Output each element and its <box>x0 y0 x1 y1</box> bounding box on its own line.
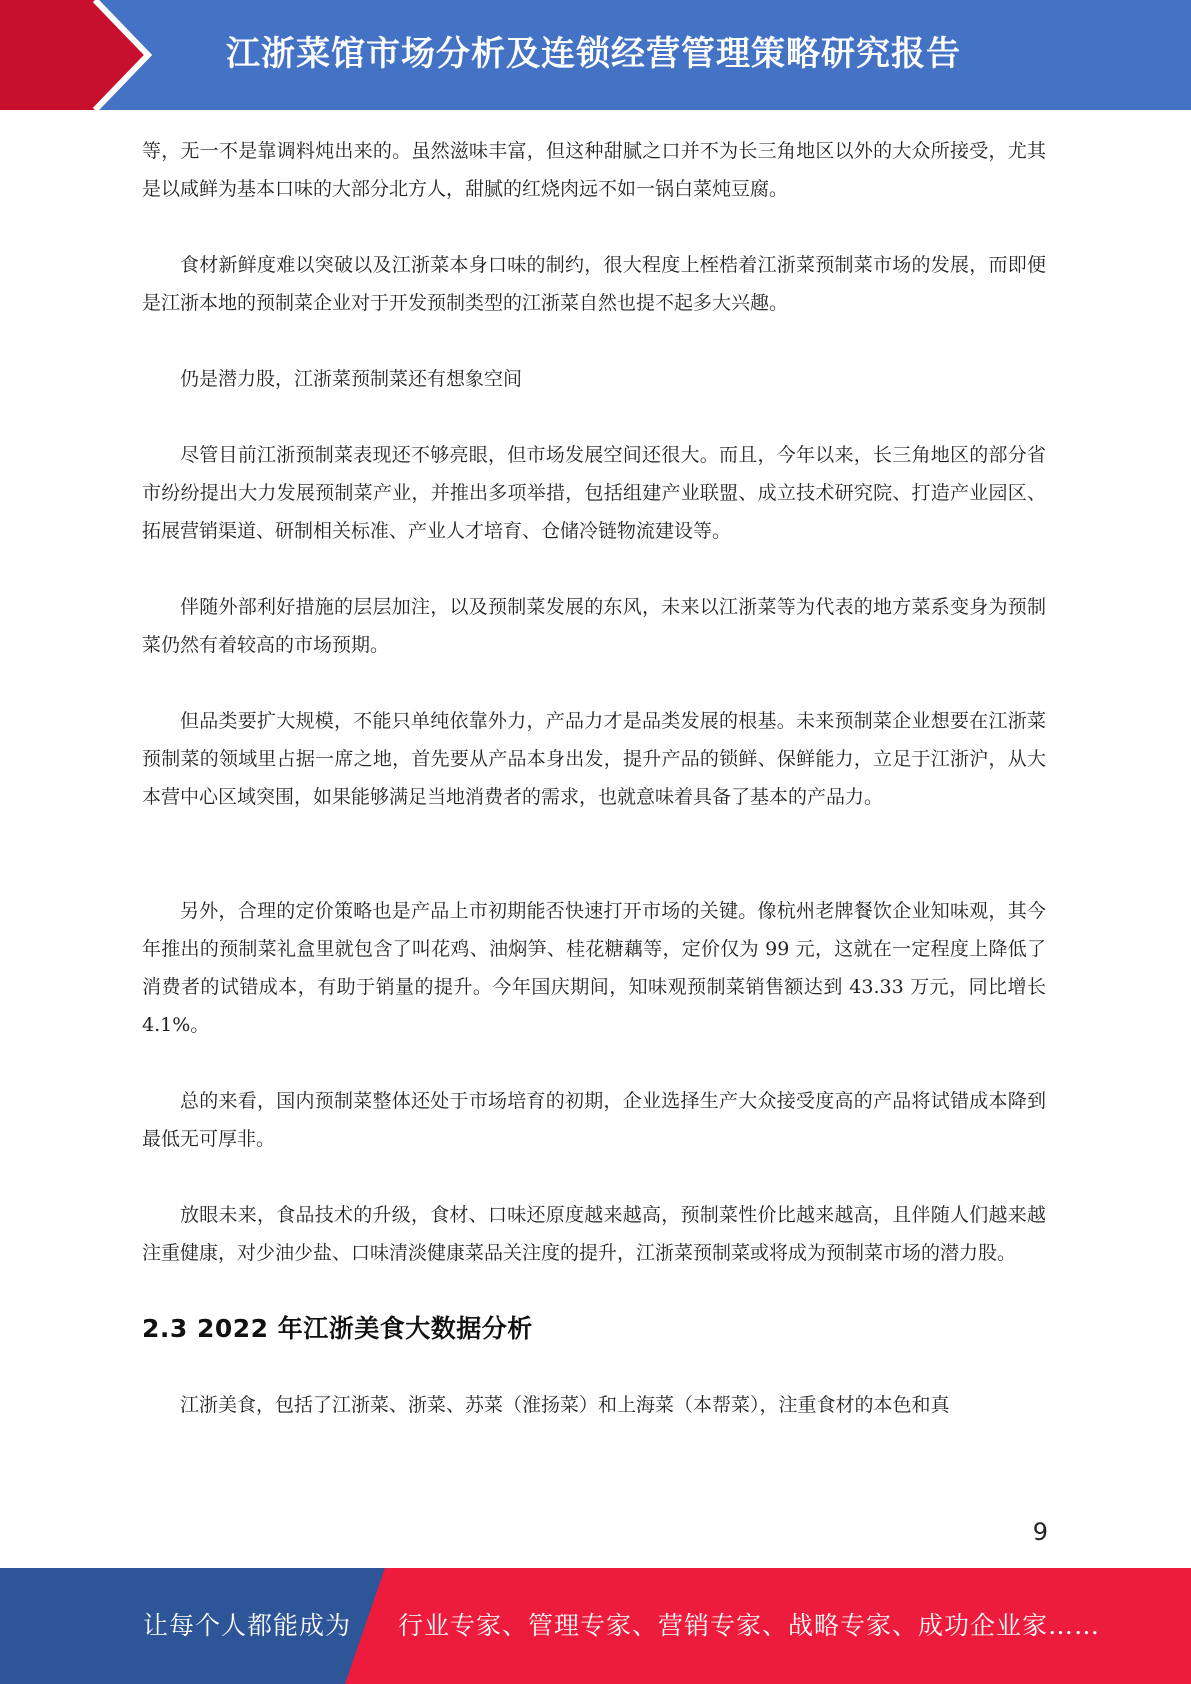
paragraph: 伴随外部利好措施的层层加注，以及预制菜发展的东风，未来以江浙菜等为代表的地方菜系变身为预制菜仍然有着较高的市场预期。 <box>142 596 1046 656</box>
paragraph: 食材新鲜度难以突破以及江浙菜本身口味的制约，很大程度上桎梏着江浙菜预制菜市场的发展，而即便是江浙本地的预制菜企业对于开发预制类型的江浙菜自然也提不起多大兴趣。 <box>142 254 1046 314</box>
section-heading: 2.3 2022 年江浙美食大数据分析 <box>142 1314 533 1343</box>
subheading-paragraph: 仍是潜力股，江浙菜预制菜还有想象空间 <box>180 368 523 390</box>
page-number: 9 <box>1032 1518 1048 1546</box>
paragraph: 江浙美食，包括了江浙菜、浙菜、苏菜（淮扬菜）和上海菜（本帮菜），注重食材的本色和真 <box>180 1394 950 1416</box>
paragraph: 放眼未来，食品技术的升级，食材、口味还原度越来越高，预制菜性价比越来越高，且伴随人们越来越注重健康，对少油少盐、口味清淡健康菜品关注度的提升，江浙菜预制菜或将成为预制菜市场的潜力股。 <box>142 1204 1046 1264</box>
paragraph: 另外，合理的定价策略也是产品上市初期能否快速打开市场的关键。像杭州老牌餐饮企业知味观，其今年推出的预制菜礼盒里就包含了叫花鸡、油焖笋、桂花糖藕等，定价仅为 99 元，这就在一定程度上降低了消费者的试错成本，有助于销量的提升。今年国庆期间，知味观预制菜销售额达到 43.33 万元，同比增长 4.1%。 <box>142 900 1046 1036</box>
page-footer <box>0 1568 1191 1684</box>
page-header <box>0 0 1191 110</box>
paragraph: 总的来看，国内预制菜整体还处于市场培育的初期，企业选择生产大众接受度高的产品将试错成本降到最低无可厚非。 <box>142 1090 1046 1150</box>
report-body <box>142 132 1046 1424</box>
paragraph: 但品类要扩大规模，不能只单纯依靠外力，产品力才是品类发展的根基。未来预制菜企业想要在江浙菜预制菜的领域里占据一席之地，首先要从产品本身出发，提升产品的锁鲜、保鲜能力，立足于江浙沪，从大本营中心区域突围，如果能够满足当地消费者的需求，也就意味着具备了基本的产品力。 <box>142 710 1046 808</box>
header-title: 江浙菜馆市场分析及连锁经营管理策略研究报告 <box>226 34 961 74</box>
footer-slogan-right: 行业专家、管理专家、营销专家、战略专家、成功企业家…… <box>398 1611 1101 1640</box>
paragraph: 等，无一不是靠调料炖出来的。虽然滋味丰富，但这种甜腻之口并不为长三角地区以外的大众所接受，尤其是以咸鲜为基本口味的大部分北方人，甜腻的红烧肉远不如一锅白菜炖豆腐。 <box>142 140 1046 200</box>
footer-slogan-left: 让每个人都能成为 <box>143 1611 352 1640</box>
paragraph: 尽管目前江浙预制菜表现还不够亮眼，但市场发展空间还很大。而且，今年以来，长三角地区的部分省市纷纷提出大力发展预制菜产业，并推出多项举措，包括组建产业联盟、成立技术研究院、打造产业园区、拓展营销渠道、研制相关标准、产业人才培育、仓储冷链物流建设等。 <box>142 444 1046 542</box>
